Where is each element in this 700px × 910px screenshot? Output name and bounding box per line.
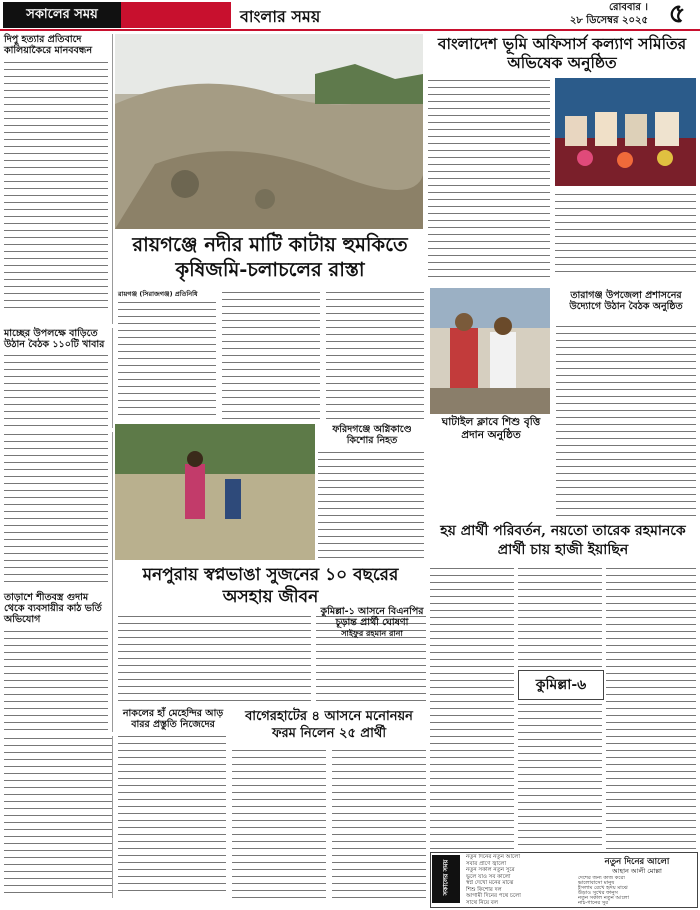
poem-line: দেশের জন্য কাজ করো <box>578 876 625 881</box>
photo-river-soil-cutting <box>115 34 423 229</box>
poem-line: আগামী দিনের পথে চলো <box>466 893 521 899</box>
story-title: নাকলের হাঁ মেহেন্দির আড় বারর প্রস্তুতি নিজেদের <box>122 708 224 730</box>
story-body-continued <box>555 192 696 278</box>
issue-date <box>528 1 648 27</box>
river-soil-photo <box>115 34 423 229</box>
story-body <box>4 60 108 312</box>
story-subtitle: সাইফুর রহমান রানা <box>341 629 403 638</box>
manpura-photo <box>115 424 315 560</box>
poem-line: সাথে নিয়ে বল <box>466 899 498 906</box>
story-body <box>118 734 226 896</box>
poem-line: ইসলাম রেখে হৃদয় মাঝে <box>578 885 628 891</box>
page-number: ৫ <box>668 0 686 29</box>
story-manpura-body <box>118 614 311 704</box>
masthead-red-bar <box>121 2 231 28</box>
poem-line: ভুলে যাও সব কালো <box>466 873 511 880</box>
story-body-2 <box>4 629 108 739</box>
story-body-col2 <box>222 290 320 420</box>
story-ghatail-title: ঘাটাইল ক্লাবে শিশু বৃত্তি প্রদান অনুষ্ঠিত <box>441 416 541 441</box>
poem-line: নতুন সকাল নতুন সুরে <box>466 867 515 873</box>
story-haji-yasin-col1 <box>430 566 514 850</box>
story-title: মাচ্ছের উপলক্ষে বাড়িতে উঠান বৈঠক ১১০টি খাবার <box>4 328 105 350</box>
story-byline: রায়গঞ্জ (সিরাজগঞ্জ) প্রতিনিধি <box>118 290 198 298</box>
newspaper-logo: সকালের সময় <box>3 2 121 28</box>
story-body <box>318 450 424 560</box>
story-haji-yasin-col3 <box>606 566 696 850</box>
poem-line: শিশু কিশোর দল <box>466 886 502 893</box>
story-taraganj-body <box>556 324 696 518</box>
story-title: দিপু হত্যার প্রতিবাদে কালিয়াকৈরে মানববন্ধন <box>4 34 93 56</box>
section-title: বাংলার সময় <box>240 7 321 26</box>
story-land-officers <box>428 34 696 284</box>
poem-author: আহান আলী মোল্লা <box>612 867 662 875</box>
story-haji-yasin-col2 <box>518 566 602 668</box>
issue-date-text: ২৮ ডিসেম্বর ২০২৫ <box>569 15 648 26</box>
story-bagerhat <box>232 708 426 898</box>
story-body-col3 <box>326 290 424 420</box>
poem-line: নতুন সকাল নতুন আলো <box>578 895 630 901</box>
ad-brand-text: সকালের সময় <box>441 859 450 896</box>
story-left-bottom <box>4 328 113 428</box>
story-body <box>428 78 550 278</box>
poem-line: ভালোবাসো মানুষ <box>578 880 615 886</box>
photo-ceremony <box>555 78 696 186</box>
story-title: তাড়াশে শীতবস্ত্র গুদাম থেকে ব্যবসায়ীর কাঠ ভর্তি অভিযোগ <box>4 592 102 625</box>
story-headline: বাংলাদেশ ভূমি অফিসার্স কল্যাণ সমিতির অভিষেক অনুষ্ঠিত <box>437 34 687 72</box>
issue-day: রোববার । <box>608 2 648 13</box>
poem-lines <box>466 854 576 906</box>
story-kaliakoir <box>4 34 113 324</box>
taraganj-photo <box>430 288 550 414</box>
story-left-middle <box>4 432 113 732</box>
story-body-col2 <box>332 748 426 898</box>
photo-manpura-field <box>115 424 315 560</box>
photo-kids <box>430 288 550 414</box>
story-comilla-1 <box>318 564 426 704</box>
story-title: কুমিল্লা-১ আসনে বিএনপির চূড়ান্ত প্রার্থী ঘোষণা <box>320 606 424 628</box>
headline-manpura: মনপুরায় স্বপ্নভাঙা সুজনের ১০ বছরের অসহায় জীবন <box>142 565 399 607</box>
story-haji-yasin-col2b <box>518 702 602 850</box>
story-taraganj-title: তারাগঞ্জ উপজেলা প্রশাসনের উদ্যোগে উঠান বৈঠক অনুষ্ঠিত <box>569 290 683 312</box>
story-faridganj <box>318 424 426 562</box>
story-body-col1 <box>118 300 216 420</box>
headline-haji-yasin: হয় প্রার্থী পরিবর্তন, নয়তো তারেক রহমানকে প্রার্থী চায় হাজী ইয়াছিন <box>440 523 686 558</box>
story-lakhpur <box>118 708 228 898</box>
headline-raiganj: রায়গঞ্জে নদীর মাটি কাটায় হুমকিতে কৃষিজমি-চলাচলের রাস্তা <box>132 233 408 281</box>
story-body-col1 <box>232 748 326 898</box>
masthead <box>0 0 700 30</box>
poem-line: সবার প্রাণে জ্বালো <box>466 860 507 867</box>
story-body <box>4 353 108 427</box>
story-body <box>4 432 108 584</box>
poem-lines-right <box>578 876 694 906</box>
masthead-rule <box>0 29 700 31</box>
poem-line: উড়াও সুখের ফানুস <box>578 890 618 896</box>
poem-line: নাচ-গানের সুর <box>578 900 609 906</box>
comilla-6-box <box>518 670 604 700</box>
story-title: বাগেরহাটের ৪ আসনে মনোনয়ন ফরম নিলেন ২৫ প্রার্থী <box>245 709 413 741</box>
poem-line: নতুন দিনের নতুন আলো <box>466 854 520 860</box>
poem-line: স্বপ্ন দেখো মনের মাঝে <box>466 880 514 886</box>
story-title: ফরিদগঞ্জে অগ্নিকাণ্ডে কিশোর নিহত <box>332 424 412 446</box>
poem-title: নতুন দিনের আলো <box>604 857 670 867</box>
land-officers-photo <box>555 78 696 186</box>
story-left-lowest <box>4 736 113 898</box>
comilla-6-label: কুমিল্লা-৬ <box>535 677 587 693</box>
story-raiganj <box>118 290 426 422</box>
